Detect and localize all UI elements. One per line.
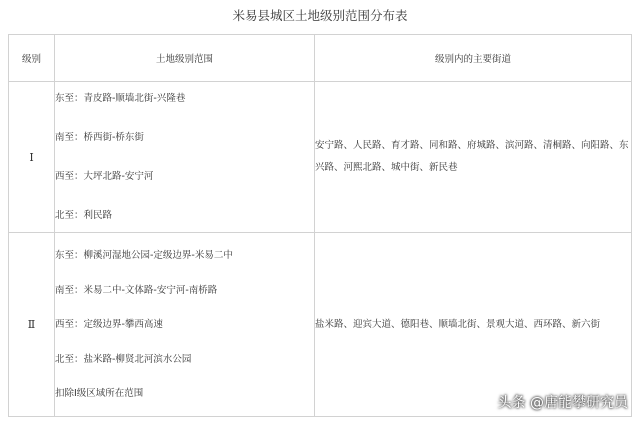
table-row bbox=[9, 82, 632, 233]
land-grade-table bbox=[8, 34, 632, 417]
level-cell: Ⅱ bbox=[9, 233, 55, 417]
streets-cell: 盐米路、迎宾大道、德阳巷、顺墙北街、景观大道、西环路、新六街 bbox=[315, 233, 632, 417]
level-cell: Ⅰ bbox=[9, 82, 55, 233]
range-west: 西至：大坪北路-安宁河 bbox=[55, 171, 154, 182]
streets-cell: 安宁路、人民路、育才路、同和路、府城路、滨河路、清桐路、向阳路、东兴路、河熙北路、城中街、新民巷 bbox=[315, 82, 632, 233]
header-streets: 级别内的主要街道 bbox=[315, 35, 632, 82]
table-header-row bbox=[9, 35, 632, 82]
range-east: 东至：柳溪河湿地公园-定级边界-米易二中 bbox=[55, 250, 233, 261]
range-east: 东至：青皮路-顺墙北街-兴隆巷 bbox=[55, 93, 186, 104]
header-range: 土地级别范围 bbox=[55, 35, 315, 82]
range-cell bbox=[55, 82, 315, 233]
range-north: 北至：盐米路-柳贤北河滨水公园 bbox=[55, 353, 192, 365]
range-west: 西至：定级边界-攀西高速 bbox=[55, 319, 163, 330]
page-title: 米易县城区土地级别范围分布表 bbox=[232, 8, 408, 23]
table-row bbox=[9, 233, 632, 417]
range-exclusion: 扣除Ⅰ级区域所在范围 bbox=[55, 388, 144, 399]
range-south: 南至：米易二中-文体路-安宁河-南桥路 bbox=[55, 284, 218, 296]
header-level: 级别 bbox=[9, 35, 55, 82]
range-south: 南至：桥西街-桥东街 bbox=[55, 132, 144, 143]
source-watermark: 头条 @唐能攀研究员 bbox=[497, 395, 628, 411]
range-cell bbox=[55, 233, 315, 417]
range-north: 北至：利民路 bbox=[55, 210, 113, 221]
